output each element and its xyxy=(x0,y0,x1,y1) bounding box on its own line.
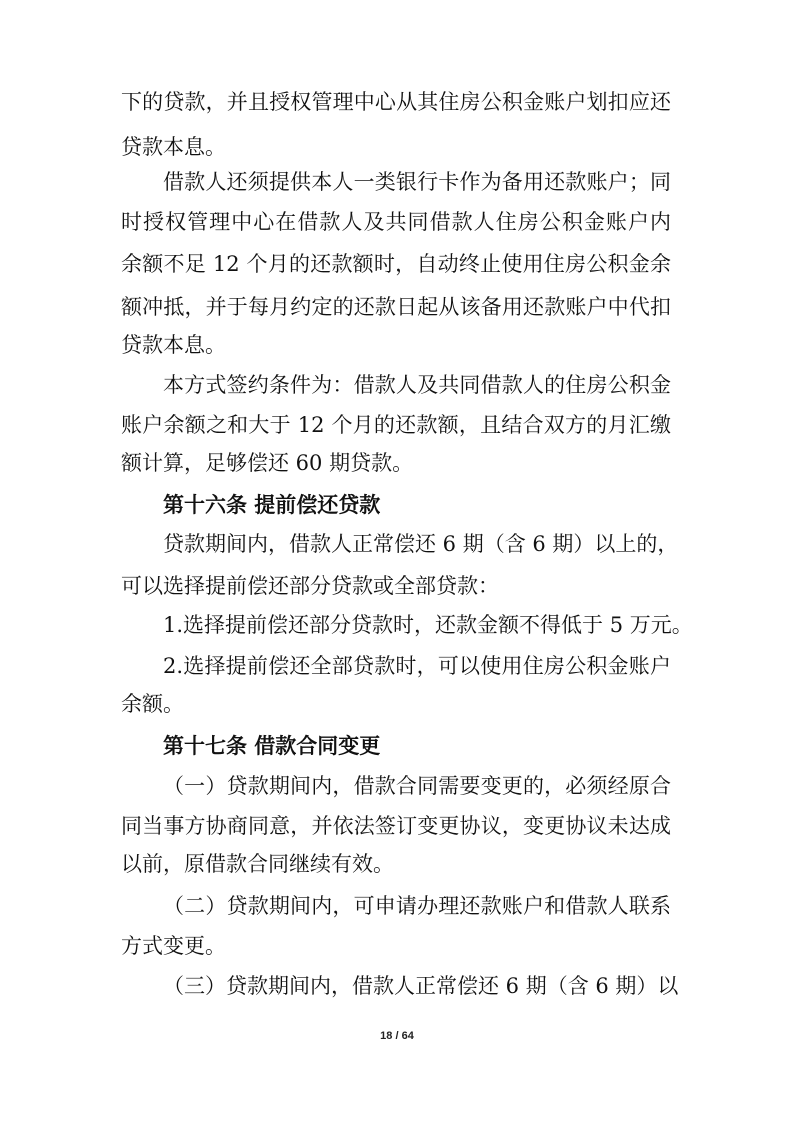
text-line: 额计算，足够偿还 60 期贷款。 xyxy=(121,451,414,475)
text-line: 余额。 xyxy=(121,692,184,716)
text-line: 同当事方协商同意，并依法签订变更协议，变更协议未达成 xyxy=(121,814,671,838)
text-line: 可以选择提前偿还部分贷款或全部贷款： xyxy=(121,574,499,598)
text-line: 本方式签约条件为：借款人及共同借款人的住房公积金 xyxy=(163,373,671,397)
text-line: 贷款本息。 xyxy=(121,135,226,159)
text-line: 贷款本息。 xyxy=(121,333,226,357)
text-line: （三）贷款期间内，借款人正常偿还 6 期（含 6 期）以 xyxy=(163,974,679,998)
text-line: 时授权管理中心在借款人及共同借款人住房公积金账户内 xyxy=(121,210,671,234)
text-line: 1.选择提前偿还部分贷款时，还款金额不得低于 5 万元。 xyxy=(163,613,693,637)
text-line: 账户余额之和大于 12 个月的还款额，且结合双方的月汇缴 xyxy=(121,413,671,437)
text-line: 方式变更。 xyxy=(121,934,226,958)
text-line: （二）贷款期间内，可申请办理还款账户和借款人联系 xyxy=(163,894,671,918)
text-line: 额冲抵，并于每月约定的还款日起从该备用还款账户中代扣 xyxy=(121,295,671,319)
text-line: 借款人还须提供本人一类银行卡作为备用还款账户；同 xyxy=(163,170,671,194)
text-line: 余额不足 12 个月的还款额时，自动终止使用住房公积金余 xyxy=(121,252,671,276)
page-number: 18 / 64 xyxy=(380,1030,414,1042)
text-line: 下的贷款，并且授权管理中心从其住房公积金账户划扣应还 xyxy=(121,90,671,114)
text-line: 以前，原借款合同继续有效。 xyxy=(121,852,394,876)
section-heading: 第十七条 借款合同变更 xyxy=(163,734,381,758)
text-line: 2.选择提前偿还全部贷款时，可以使用住房公积金账户 xyxy=(163,654,671,678)
text-line: （一）贷款期间内，借款合同需要变更的，必须经原合 xyxy=(163,774,671,798)
section-heading: 第十六条 提前偿还贷款 xyxy=(163,493,381,517)
text-line: 贷款期间内，借款人正常偿还 6 期（含 6 期）以上的， xyxy=(163,532,679,556)
